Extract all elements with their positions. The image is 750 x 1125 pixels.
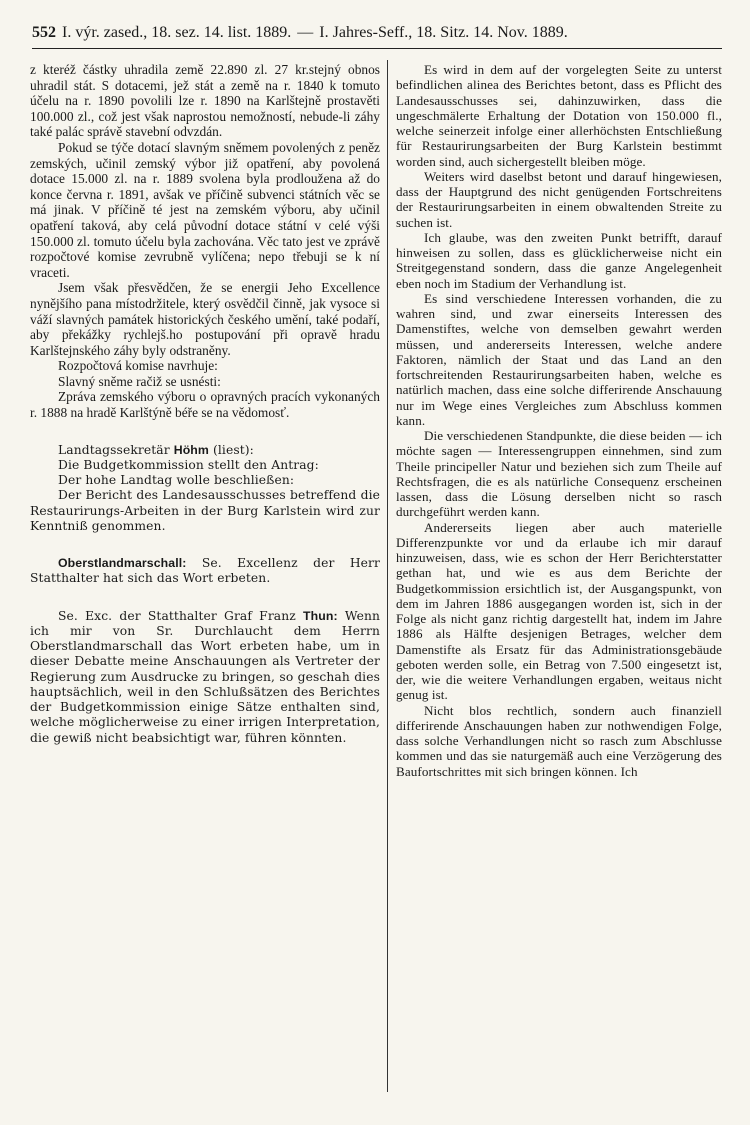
right-paragraph: Nicht blos rechtlich, sondern auch finanziell differirende Anschauungen haben zur nothwendigen Folge, dass solche Verhandlungen nicht so rasch zum Abschlusse kommen und das sie naturgemäß auch eine Verzögerung des Baufortschrittes mit sich bringen können. Ich (396, 702, 722, 779)
motion-line: Die Budgetkommission stellt den Antrag: (58, 457, 319, 472)
header-rule (32, 48, 722, 49)
governor-text: Wenn ich mir von Sr. Durchlaucht dem Herrn Oberstlandmarschall das Wort erbeten habe, um in dieser Debatte meine Anschauungen als Vertreter der Regierung zum Ausdrucke zu bringen, so geschah dies hauptsächlich, weil in den Schlußsätzen des Berichtes der Budgetkommission einige Sätze enthalten sind, welche möglicherweise zu einer irrigen Interpretation, die gewiß nicht beabsichtigt war, führen könnten. (30, 608, 380, 745)
secretary-line (30, 443, 380, 458)
page-number: 552 (32, 24, 56, 41)
spacer (30, 587, 380, 609)
spacer (30, 421, 380, 443)
left-paragraph: Slavný sněme račiž se usnésti: (58, 373, 221, 389)
left-paragraph: Zpráva zemského výboru o opravných pracích vykonaných r. 1888 na hradě Karlštýně béře se na vědomosť. (30, 389, 380, 421)
left-paragraph: Pokud se týče dotací slavným sněmem povolených z peněz zemských, učinil zemský výbor již opatření, aby povolená dotace 15.000 zl. na r. 1889 svolena byla prodloužena až do konce června r. 1891, avšak ve příčině subvenci státních věc se má jinak. V příčině té jest na zemském výboru, aby učinil opatření taková, aby celá původní dotace státní v celé výši 150.000 zl. tomuto účelu byla zachována. Věc tato jest ve zprávě rozpočtové komise zevrubně vylíčena; nepo třebuji se k ní vraceti. (30, 139, 380, 280)
header-dash: — (297, 24, 314, 41)
secretary-reads: (liest): (212, 442, 254, 457)
left-paragraph: z kteréž částky uhradila země 22.890 zl. 27 kr.stejný obnos uhradil stát. S dotacemi, jež stát a země na r. 1840 k tomuto účelu na r. 1890 povolili lze r. 1890 na Karlštejně prostavěti 100.000 zl., což jest však naprostou nemožností, nebude-li záhy také palác správě stavební odvzdán. (30, 62, 380, 140)
secretary-intro: Landtagssekretär (58, 442, 170, 457)
header-german: I. Jahres-Seff., 18. Sitz. 14. Nov. 1889. (319, 24, 568, 41)
right-column (396, 62, 722, 779)
page-header (32, 18, 722, 48)
marshal-text: Se. Excellenz der Herr Statthalter hat sich das Wort erbeten. (30, 556, 380, 586)
marshal-line (30, 556, 380, 587)
left-paragraph: Jsem však přesvědčen, že se energii Jeho Excellence nynějšího pana místodržitele, který osvědčil činně, jak vysoce si váží slavných památek historických českého umění, také podaří, aby překážky rychlejš.ho postupování při opravě hradu Karlštejnského záhy byly odstraněny. (30, 280, 380, 358)
right-paragraph: Andererseits liegen aber auch materielle Differenzpunkte vor und da erlaube ich mir darauf hinzuweisen, dass, wie es schon der Herr Berichterstatter gethan hat, und wie es aus dem Berichte der Budgetkommission ersichtlich ist, der Ausgangspunkt, von dem im Jahren 1886 ausgegangen worden ist, sich in der Folge als nicht ganz richtig dargestellt hat, indem im Jahre 1886 als Hälfte desjenigen Betrages, welcher dem Damenstifte als Ersatz für das Administrationsgebäude geboten werden solle, ein Betrag von 7.500 eingesetzt ist, der, wie die weitere Verhandlungen ergaben, weitaus nicht genug ist. (396, 519, 722, 703)
left-paragraph: Rozpočtová komise navrhuje: (58, 358, 218, 374)
header-czech: I. výr. zased., 18. sez. 14. list. 1889. (62, 24, 292, 41)
governor-speech (30, 609, 380, 746)
secretary-name: Höhm (173, 442, 209, 457)
right-paragraph: Es sind verschiedene Interessen vorhanden, die zu wahren sind, und zwar einerseits Interessen des Damenstiftes, welche von demselben gewahrt werden müssen, und andererseits Interessen, welche andere Faktoren, nämlich der Staat und das Land an den fortschreitenden Restaurirungsarbeiten haben, welche es natürlich machen, dass eine solche differirende Anschauung nur im Wege eines Vergleiches zum Abschluss kommen kann. (396, 290, 722, 428)
left-column (30, 62, 380, 746)
right-paragraph: Es wird in dem auf der vorgelegten Seite zu unterst befindlichen alinea des Berichtes betont, dass es Pflicht des Landesausschusses sei, dahinzuwirken, dass die ungeschmälerte Erhaltung der Dotation von 150.000 fl., welche seinerzeit infolge einer allerhöchsten Entschließung für Restaurirungsarbeiten der Burg Karlstein bestimmt worden sind, auch sichergestellt bleiben möge. (396, 62, 722, 169)
governor-intro: Se. Exc. der Statthalter Graf Franz (58, 608, 296, 623)
marshal-name: Oberstlandmarschall: (58, 556, 187, 571)
column-divider (387, 60, 388, 1092)
governor-name: Thun: (303, 608, 338, 623)
motion-line: Der Bericht des Landesausschusses betreffend die Restaurirungs-Arbeiten in der Burg Karlstein wird zur Kenntniß genommen. (30, 488, 380, 533)
right-paragraph: Ich glaube, was den zweiten Punkt betrifft, darauf hinweisen zu sollen, dass es glücklicherweise nicht ein Streitgegenstand sondern, dass die ganze Angelegenheit eben noch im Stadium der Verhandlung ist. (396, 229, 722, 291)
right-paragraph: Weiters wird daselbst betont und darauf hingewiesen, dass der Hauptgrund des nicht genügenden Fortschreitens der Restaurirungsarbeiten in einem obwaltenden Streite zu suchen ist. (396, 168, 722, 230)
motion-line: Der hohe Landtag wolle beschließen: (58, 473, 295, 488)
spacer (30, 534, 380, 556)
right-paragraph: Die verschiedenen Standpunkte, die diese beiden — ich möchte sagen — Interessengruppen einnehmen, sind zum Theile principeller Natur und beziehen sich zum Theile auf Rechtsfragen, die es als natürliche Consequenz erscheinen lassen, dass die Lösung derselben nicht so rasch durchgeführt werden kann. (396, 428, 722, 520)
